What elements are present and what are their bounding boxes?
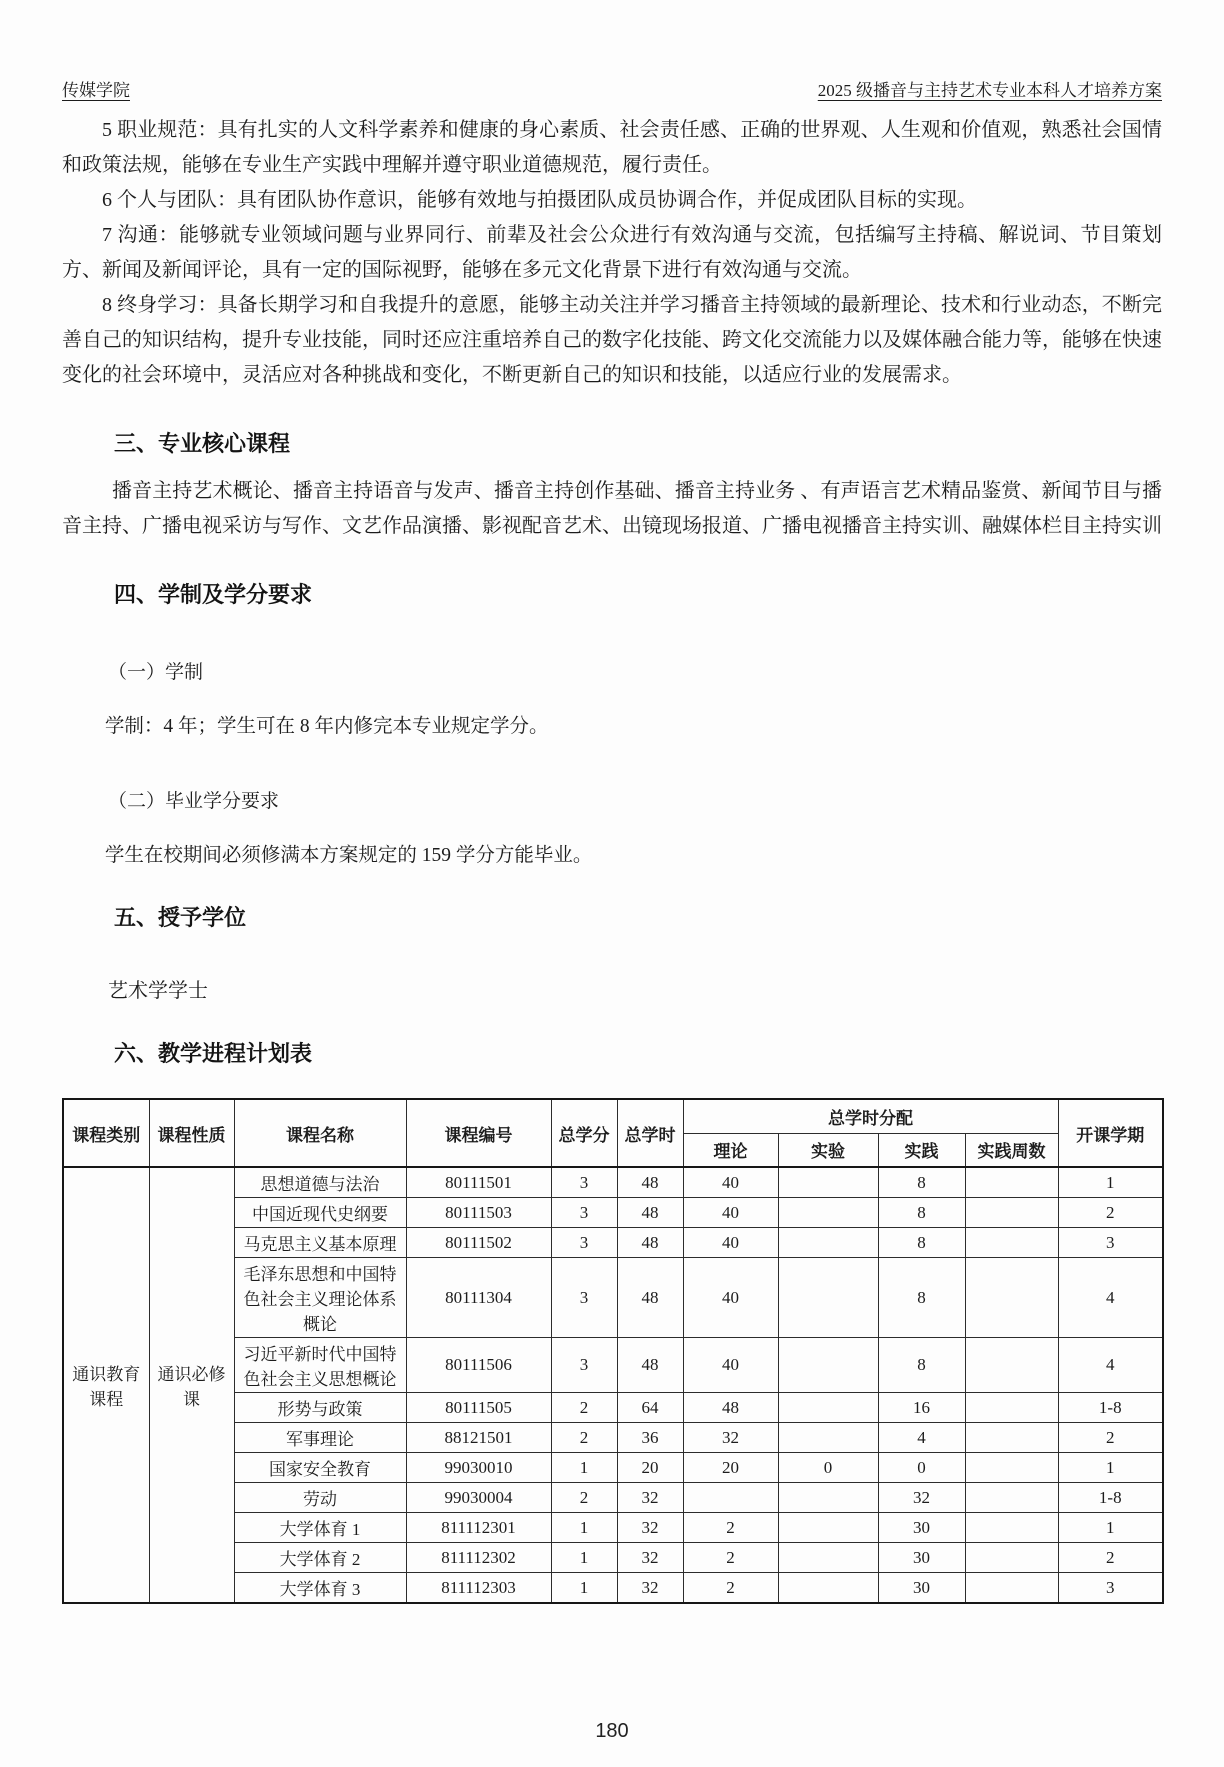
cell-semester: 2 xyxy=(1058,1543,1163,1573)
cell-name: 中国近现代史纲要 xyxy=(234,1198,406,1228)
cell-hours: 36 xyxy=(617,1423,683,1453)
page-header xyxy=(0,0,1224,101)
cell-practice-weeks xyxy=(965,1543,1058,1573)
cell-practice: 30 xyxy=(878,1513,965,1543)
cell-credits: 1 xyxy=(551,1513,617,1543)
col-header-course-name: 课程名称 xyxy=(234,1099,406,1167)
cell-theory: 40 xyxy=(683,1258,778,1338)
cell-hours: 64 xyxy=(617,1393,683,1423)
cell-hours: 32 xyxy=(617,1573,683,1604)
cell-practice: 32 xyxy=(878,1483,965,1513)
paragraph-lifelong-learning: 8 终身学习：具备长期学习和自我提升的意愿，能够主动关注并学习播音主持领域的最新理论、技术和行业动态，不断完善自己的知识结构，提升专业技能，同时还应注重培养自己的数字化技能、跨文化交流能力以及媒体融合能力等，能够在快速变化的社会环境中，灵活应对各种挑战和变化，不断更新自己的知识和技能，以适应行业的发展需求。 xyxy=(62,294,1162,386)
cell-theory: 20 xyxy=(683,1453,778,1483)
cell-experiment xyxy=(778,1258,878,1338)
cell-semester: 1 xyxy=(1058,1513,1163,1543)
cell-hours: 20 xyxy=(617,1453,683,1483)
col-header-category: 课程类别 xyxy=(63,1099,149,1167)
course-table-body xyxy=(63,1167,1163,1603)
table-header-row-1 xyxy=(63,1099,1163,1133)
cell-experiment xyxy=(778,1543,878,1573)
cell-practice: 8 xyxy=(878,1198,965,1228)
cell-name: 军事理论 xyxy=(234,1423,406,1453)
course-schedule-table xyxy=(62,1098,1164,1604)
col-header-course-code: 课程编号 xyxy=(406,1099,551,1167)
cell-theory: 40 xyxy=(683,1167,778,1198)
cell-theory: 2 xyxy=(683,1543,778,1573)
cell-practice-weeks xyxy=(965,1338,1058,1393)
cell-practice-weeks xyxy=(965,1483,1058,1513)
table-header xyxy=(63,1099,1163,1167)
cell-credits: 1 xyxy=(551,1573,617,1604)
cell-credits: 1 xyxy=(551,1543,617,1573)
cell-practice-weeks xyxy=(965,1198,1058,1228)
cell-credits: 3 xyxy=(551,1167,617,1198)
cell-code: 99030004 xyxy=(406,1483,551,1513)
cell-experiment xyxy=(778,1513,878,1543)
cell-semester: 1 xyxy=(1058,1453,1163,1483)
cell-name: 毛泽东思想和中国特色社会主义理论体系概论 xyxy=(234,1258,406,1338)
cell-hours: 48 xyxy=(617,1228,683,1258)
cell-practice-weeks xyxy=(965,1573,1058,1604)
core-courses-list: 播音主持艺术概论、播音主持语音与发声、播音主持创作基础、播音主持业务 、有声语言艺术精品鉴赏、新闻节目与播音主持、广播电视采访与写作、文艺作品演播、影视配音艺术、出镜现场报道、广播电视播音主持实训、融媒体栏目主持实训 xyxy=(62,480,1162,537)
col-header-semester: 开课学期 xyxy=(1058,1099,1163,1167)
cell-credits: 2 xyxy=(551,1423,617,1453)
paragraph-professional-norms: 5 职业规范：具有扎实的人文科学素养和健康的身心素质、社会责任感、正确的世界观、人生观和价值观，熟悉社会国情和政策法规，能够在专业生产实践中理解并遵守职业道德规范，履行责任。 xyxy=(62,119,1162,176)
paragraph-individual-team: 6 个人与团队：具有团队协作意识，能够有效地与拍摄团队成员协调合作，并促成团队目标的实现。 xyxy=(102,189,977,211)
cell-practice: 4 xyxy=(878,1423,965,1453)
cell-code: 80111501 xyxy=(406,1167,551,1198)
cell-experiment: 0 xyxy=(778,1453,878,1483)
cell-practice: 8 xyxy=(878,1228,965,1258)
cell-hours: 48 xyxy=(617,1167,683,1198)
subsection-heading-graduation-credits: （二）毕业学分要求 xyxy=(108,791,280,812)
cell-name: 思想道德与法治 xyxy=(234,1167,406,1198)
cell-theory: 40 xyxy=(683,1338,778,1393)
cell-practice: 8 xyxy=(878,1338,965,1393)
cell-name: 大学体育 2 xyxy=(234,1543,406,1573)
cell-practice-weeks xyxy=(965,1258,1058,1338)
cell-theory: 40 xyxy=(683,1198,778,1228)
cell-practice: 30 xyxy=(878,1573,965,1604)
cell-semester: 2 xyxy=(1058,1423,1163,1453)
cell-practice-weeks xyxy=(965,1228,1058,1258)
cell-hours: 32 xyxy=(617,1513,683,1543)
cell-experiment xyxy=(778,1198,878,1228)
cell-semester: 4 xyxy=(1058,1258,1163,1338)
cell-experiment xyxy=(778,1228,878,1258)
cell-name: 劳动 xyxy=(234,1483,406,1513)
cell-hours: 32 xyxy=(617,1483,683,1513)
cell-practice: 8 xyxy=(878,1167,965,1198)
cell-code: 811112302 xyxy=(406,1543,551,1573)
header-plan-title: 2025 级播音与主持艺术专业本科人才培养方案 xyxy=(817,81,1162,100)
cell-practice: 16 xyxy=(878,1393,965,1423)
cell-code: 99030010 xyxy=(406,1453,551,1483)
subsection-heading-duration: （一）学制 xyxy=(108,662,204,683)
paragraph-communication: 7 沟通：能够就专业领域问题与业界同行、前辈及社会公众进行有效沟通与交流，包括编写主持稿、解说词、节目策划方、新闻及新闻评论，具有一定的国际视野，能够在多元文化背景下进行有效沟通与交流。 xyxy=(62,224,1162,281)
cell-credits: 1 xyxy=(551,1453,617,1483)
cell-code: 80111502 xyxy=(406,1228,551,1258)
col-header-total-hours: 总学时 xyxy=(617,1099,683,1167)
cell-practice-weeks xyxy=(965,1393,1058,1423)
col-header-practice: 实践 xyxy=(878,1133,965,1167)
cell-credits: 2 xyxy=(551,1393,617,1423)
cell-practice-weeks xyxy=(965,1423,1058,1453)
cell-experiment xyxy=(778,1393,878,1423)
cell-code: 80111304 xyxy=(406,1258,551,1338)
cell-experiment xyxy=(778,1167,878,1198)
section-heading-core-courses: 三、专业核心课程 xyxy=(114,431,291,456)
cell-name: 马克思主义基本原理 xyxy=(234,1228,406,1258)
cell-semester: 3 xyxy=(1058,1573,1163,1604)
cell-theory xyxy=(683,1483,778,1513)
cell-name: 大学体育 3 xyxy=(234,1573,406,1604)
cell-theory: 48 xyxy=(683,1393,778,1423)
cell-practice: 30 xyxy=(878,1543,965,1573)
cell-code: 88121501 xyxy=(406,1423,551,1453)
cell-practice-weeks xyxy=(965,1167,1058,1198)
cell-experiment xyxy=(778,1423,878,1453)
col-header-credits: 总学分 xyxy=(551,1099,617,1167)
cell-semester: 3 xyxy=(1058,1228,1163,1258)
cell-hours: 48 xyxy=(617,1338,683,1393)
cell-semester: 1-8 xyxy=(1058,1483,1163,1513)
cell-practice: 0 xyxy=(878,1453,965,1483)
cell-code: 811112301 xyxy=(406,1513,551,1543)
section-heading-duration-credits: 四、学制及学分要求 xyxy=(114,582,313,607)
col-header-practice-weeks: 实践周数 xyxy=(965,1133,1058,1167)
cell-code: 80111505 xyxy=(406,1393,551,1423)
cell-name: 大学体育 1 xyxy=(234,1513,406,1543)
col-header-theory: 理论 xyxy=(683,1133,778,1167)
cell-name: 国家安全教育 xyxy=(234,1453,406,1483)
graduation-credits-text: 学生在校期间必须修满本方案规定的 159 学分方能毕业。 xyxy=(104,845,593,866)
cell-practice-weeks xyxy=(965,1513,1058,1543)
cell-experiment xyxy=(778,1573,878,1604)
col-header-nature: 课程性质 xyxy=(149,1099,234,1167)
course-category-cell: 通识教育课程 xyxy=(63,1167,149,1603)
duration-text: 学制：4 年；学生可在 8 年内修完本专业规定学分。 xyxy=(104,716,549,737)
course-nature-cell: 通识必修课 xyxy=(149,1167,234,1603)
cell-hours: 48 xyxy=(617,1198,683,1228)
cell-theory: 2 xyxy=(683,1513,778,1543)
cell-semester: 4 xyxy=(1058,1338,1163,1393)
cell-practice: 8 xyxy=(878,1258,965,1338)
cell-experiment xyxy=(778,1483,878,1513)
cell-practice-weeks xyxy=(965,1453,1058,1483)
cell-hours: 48 xyxy=(617,1258,683,1338)
page-number: 180 xyxy=(595,1720,629,1742)
cell-code: 80111506 xyxy=(406,1338,551,1393)
table-row xyxy=(63,1167,1163,1198)
col-header-experiment: 实验 xyxy=(778,1133,878,1167)
page-content xyxy=(0,113,1224,1604)
cell-credits: 3 xyxy=(551,1198,617,1228)
cell-credits: 3 xyxy=(551,1338,617,1393)
section-heading-schedule-table: 六、教学进程计划表 xyxy=(114,1041,313,1066)
cell-experiment xyxy=(778,1338,878,1393)
degree-text: 艺术学学士 xyxy=(108,980,208,1002)
cell-theory: 32 xyxy=(683,1423,778,1453)
cell-semester: 1 xyxy=(1058,1167,1163,1198)
cell-name: 形势与政策 xyxy=(234,1393,406,1423)
header-school-name: 传媒学院 xyxy=(62,81,130,100)
cell-credits: 3 xyxy=(551,1228,617,1258)
section-heading-degree: 五、授予学位 xyxy=(114,905,247,930)
cell-code: 811112303 xyxy=(406,1573,551,1604)
cell-code: 80111503 xyxy=(406,1198,551,1228)
cell-theory: 40 xyxy=(683,1228,778,1258)
cell-semester: 1-8 xyxy=(1058,1393,1163,1423)
cell-theory: 2 xyxy=(683,1573,778,1604)
cell-semester: 2 xyxy=(1058,1198,1163,1228)
cell-credits: 2 xyxy=(551,1483,617,1513)
cell-credits: 3 xyxy=(551,1258,617,1338)
col-header-hours-distribution: 总学时分配 xyxy=(683,1099,1058,1133)
cell-hours: 32 xyxy=(617,1543,683,1573)
cell-name: 习近平新时代中国特色社会主义思想概论 xyxy=(234,1338,406,1393)
